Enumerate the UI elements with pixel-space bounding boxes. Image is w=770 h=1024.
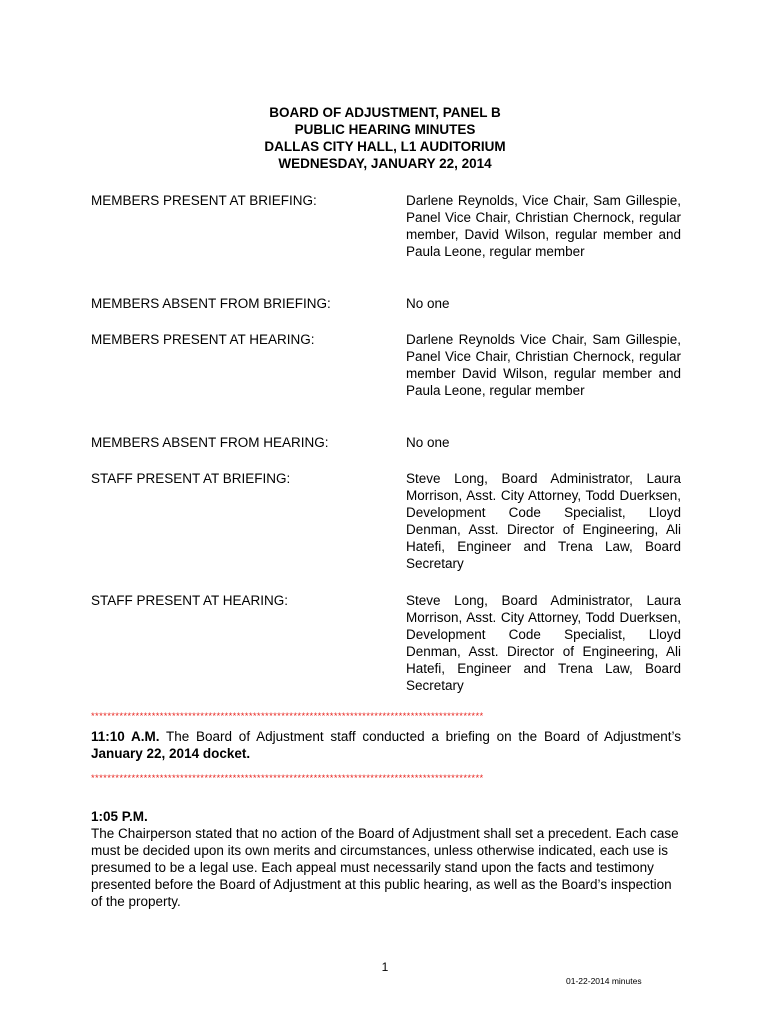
attendance-value: No one xyxy=(406,435,450,450)
separator-line: ************************************************************************************************* xyxy=(91,773,484,784)
page-number: 1 xyxy=(381,960,389,974)
separator-line: ************************************************************************************************* xyxy=(91,711,484,722)
attendance-value: Darlene Reynolds Vice Chair, Sam Gillespie, Panel Vice Chair, Christian Chernock, regular member David Wilson, regular member and Paula Leone, regular member xyxy=(406,332,681,398)
attendance-value: Steve Long, Board Administrator, Laura Morrison, Asst. City Attorney, Todd Duerksen, Development Code Specialist, Lloyd Denman, Asst. Director of Engineering, Ali Hatefi, Engineer and Trena Law, Board Secretary xyxy=(406,593,681,693)
attendance-label: MEMBERS PRESENT AT HEARING: xyxy=(91,332,315,347)
attendance-label: STAFF PRESENT AT BRIEFING: xyxy=(91,471,291,486)
document-header xyxy=(0,104,770,172)
hearing-paragraph xyxy=(91,808,681,910)
footer-doc-label: 01-22-2014 minutes xyxy=(566,976,642,986)
attendance-value: No one xyxy=(406,296,450,311)
header-date: WEDNESDAY, JANUARY 22, 2014 xyxy=(278,156,492,171)
hearing-text: The Chairperson stated that no action of the Board of Adjustment shall set a precedent. Each case must be decided upon its own merits and circumstances, unless otherwise indicated, each use is presumed to be a legal use. Each appeal must necessarily stand upon the facts and testimony presented before the Board of Adjustment at this public hearing, as well as the Board’s inspection of the property. xyxy=(91,826,679,909)
briefing-text: The Board of Adjustment staff conducted a briefing on the Board of Adjustment’s xyxy=(159,729,682,744)
briefing-time: 11:10 A.M. xyxy=(91,729,160,744)
header-board-name: BOARD OF ADJUSTMENT, PANEL B xyxy=(269,105,501,120)
attendance-value: Steve Long, Board Administrator, Laura Morrison, Asst. City Attorney, Todd Duerksen, Development Code Specialist, Lloyd Denman, Asst. Director of Engineering, Ali Hatefi, Engineer and Trena Law, Board Secretary xyxy=(406,471,681,571)
hearing-time: 1:05 P.M. xyxy=(91,809,148,824)
attendance-label: STAFF PRESENT AT HEARING: xyxy=(91,593,289,608)
header-doc-type: PUBLIC HEARING MINUTES xyxy=(294,122,476,137)
header-location: DALLAS CITY HALL, L1 AUDITORIUM xyxy=(264,139,506,154)
attendance-label: MEMBERS PRESENT AT BRIEFING: xyxy=(91,193,317,208)
briefing-docket: January 22, 2014 docket. xyxy=(91,746,251,761)
briefing-paragraph xyxy=(91,728,681,762)
attendance-value: Darlene Reynolds, Vice Chair, Sam Gillespie, Panel Vice Chair, Christian Chernock, regular member, David Wilson, regular member and Paula Leone, regular member xyxy=(406,193,681,259)
attendance-label: MEMBERS ABSENT FROM BRIEFING: xyxy=(91,296,331,311)
attendance-label: MEMBERS ABSENT FROM HEARING: xyxy=(91,435,329,450)
